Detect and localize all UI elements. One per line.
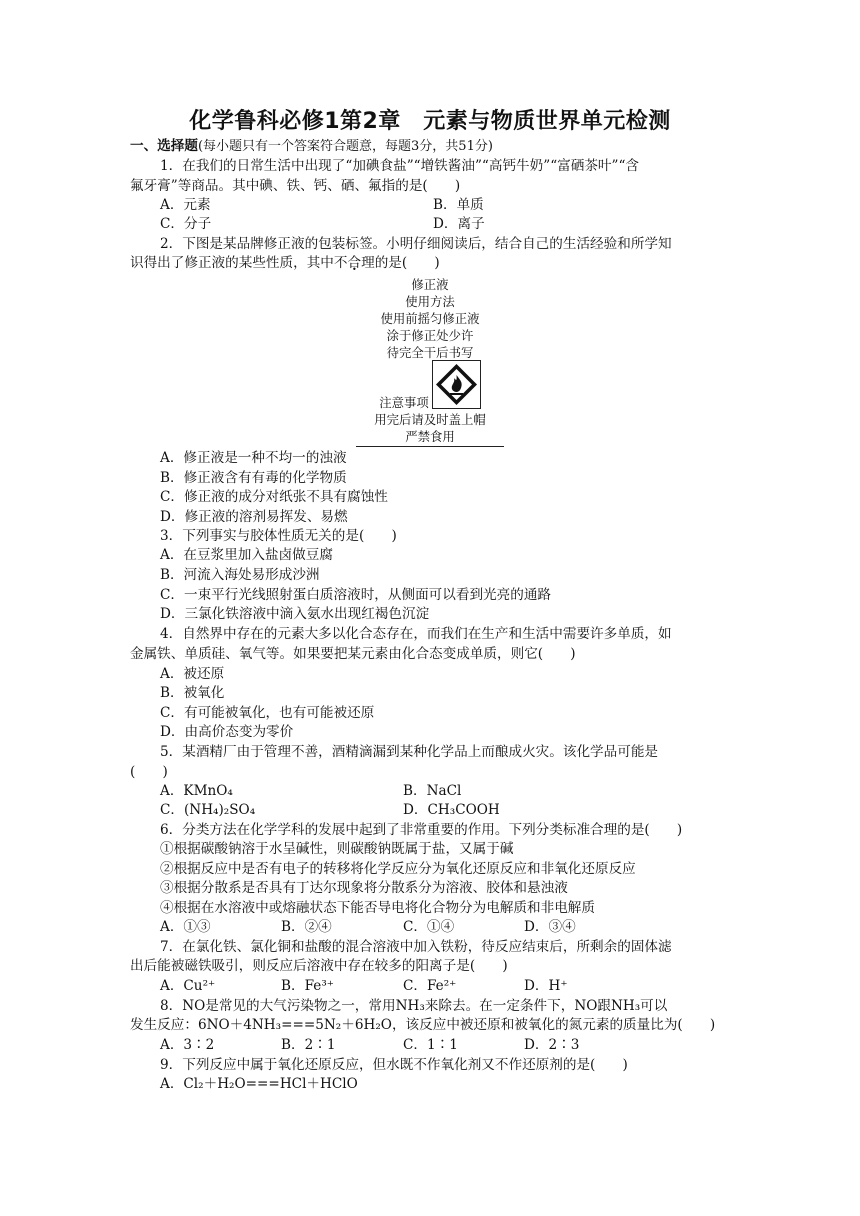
q9-stem: 9．下列反应中属于氧化还原反应，但水既不作氧化剂又不作还原剂的是( ) xyxy=(160,1057,628,1073)
q8-option-a: A．3∶2 xyxy=(160,1037,215,1053)
q8-option-c: C．1∶1 xyxy=(403,1037,458,1053)
q3-option-c: C．一束平行光线照射蛋白质溶液时，从侧面可以看到光亮的通路 xyxy=(160,587,552,603)
q2-option-b: B．修正液含有有毒的化学物质 xyxy=(160,470,347,486)
label-line: 待完全干后书写 xyxy=(386,345,474,360)
q4-option-c: C．有可能被氧化，也有可能被还原 xyxy=(160,705,375,721)
q1-stem-line1: 1．在我们的日常生活中出现了“加碘食盐”“增铁酱油”“高钙牛奶”“富硒茶叶”“含 xyxy=(160,158,640,174)
q6-option-d: D．③④ xyxy=(524,919,576,935)
q5-stem-line1: 5．某酒精厂由于管理不善，酒精滴漏到某种化学品上而酿成火灾。该化学品可能是 xyxy=(160,744,659,760)
q1-stem-line2: 氟牙膏”等商品。其中碘、铁、钙、硒、氟指的是( ) xyxy=(130,178,461,194)
q8-option-b: B．2∶1 xyxy=(281,1037,336,1053)
q5-option-b: B．NaCl xyxy=(403,783,462,799)
q3-option-a: A．在豆浆里加入盐卤做豆腐 xyxy=(160,547,333,563)
q8-stem-line2: 发生反应：6NO＋4NH₃===5N₂＋6H₂O，该反应中被还原和被氧化的氮元素的质量比为( ) xyxy=(130,1017,716,1033)
q4-stem-line2: 金属铁、单质硅、氧气等。如果要把某元素由化合态变成单质，则它( ) xyxy=(130,646,576,662)
q1-option-d: D．离子 xyxy=(433,216,485,232)
q2-emphasis: 不合理 xyxy=(333,255,375,271)
q2-stem-part3: 的是( ) xyxy=(374,255,440,271)
q6-option-b: B．②④ xyxy=(281,919,332,935)
label-line: 使用前摇匀修正液 xyxy=(380,311,480,326)
q1-option-a: A．元素 xyxy=(160,197,211,213)
label-line: 严禁食用 xyxy=(405,429,455,444)
q4-option-d: D．由高价态变为零价 xyxy=(160,724,294,740)
q6-item-1: ①根据碳酸钠溶于水呈碱性，则碳酸钠既属于盐，又属于碱 xyxy=(160,841,514,857)
q1-option-b: B．单质 xyxy=(433,197,484,213)
q4-stem-line1: 4．自然界中存在的元素大多以化合态存在，而我们在生产和生活中需要许多单质，如 xyxy=(160,626,672,642)
q1-option-c: C．分子 xyxy=(160,216,212,232)
section-note: (每小题只有一个答案符合题意，每题3分，共51分) xyxy=(197,139,493,154)
q3-stem: 3．下列事实与胶体性质无关的是( ) xyxy=(160,528,397,544)
label-underline xyxy=(356,446,504,447)
q4-option-a: A．被还原 xyxy=(160,666,225,682)
q2-stem-line1: 2．下图是某品牌修正液的包装标签。小明仔细阅读后，结合自己的生活经验和所学知 xyxy=(160,236,672,252)
label-line: 用完后请及时盖上帽 xyxy=(374,412,486,427)
section-heading xyxy=(130,136,740,157)
q6-option-a: A．①③ xyxy=(160,919,211,935)
q6-stem: 6．分类方法在化学学科的发展中起到了非常重要的作用。下列分类标准合理的是( ) xyxy=(160,822,683,838)
q8-stem-line1: 8．NO是常见的大气污染物之一，常用NH₃来除去。在一定条件下，NO跟NH₃可以 xyxy=(160,998,668,1014)
q6-item-3: ③根据分散系是否具有丁达尔现象将分散系分为溶液、胶体和悬浊液 xyxy=(160,880,568,896)
q2-option-c: C．修正液的成分对纸张不具有腐蚀性 xyxy=(160,489,388,505)
flammable-hazard-icon xyxy=(432,360,481,409)
q5-option-d: D．CH₃COOH xyxy=(403,802,500,818)
q7-stem-line1: 7．在氯化铁、氯化铜和盐酸的混合溶液中加入铁粉，待反应结束后，所剩余的固体滤 xyxy=(160,939,672,955)
q2-stem-line2 xyxy=(130,253,740,273)
q4-option-b: B．被氧化 xyxy=(160,685,225,701)
q2-stem-part1: 识得出了修正液的某些性质，其中 xyxy=(130,255,334,271)
label-line: 涂于修正处少许 xyxy=(386,328,474,343)
q6-item-2: ②根据反应中是否有电子的转移将化学反应分为氧化还原反应和非氧化还原反应 xyxy=(160,861,636,877)
q7-stem-line2: 出后能被磁铁吸引，则反应后溶液中存在较多的阳离子是( ) xyxy=(130,958,508,974)
page-title: 化学鲁科必修1第2章 元素与物质世界单元检测 xyxy=(189,109,671,134)
q7-option-a: A．Cu²⁺ xyxy=(160,978,216,994)
q2-option-d: D．修正液的溶剂易挥发、易燃 xyxy=(160,509,348,525)
q5-stem-line2: ( ) xyxy=(130,764,168,780)
q5-option-c: C．(NH₄)₂SO₄ xyxy=(160,802,256,818)
q2-option-a: A．修正液是一种不均一的浊液 xyxy=(160,450,347,466)
label-line: 使用方法 xyxy=(405,294,455,309)
q8-option-d: D．2∶3 xyxy=(524,1037,580,1053)
q3-option-d: D．三氯化铁溶液中滴入氨水出现红褐色沉淀 xyxy=(160,606,430,622)
q5-option-a: A．KMnO₄ xyxy=(160,783,233,799)
q7-option-b: B．Fe³⁺ xyxy=(281,978,334,994)
q6-option-c: C．①④ xyxy=(403,919,455,935)
label-line: 修正液 xyxy=(411,277,449,292)
label-line: 注意事项 xyxy=(379,395,429,410)
section-title: 一、选择题 xyxy=(130,138,198,154)
q3-option-b: B．河流入海处易形成沙洲 xyxy=(160,567,320,583)
q7-option-c: C．Fe²⁺ xyxy=(403,978,457,994)
q7-option-d: D．H⁺ xyxy=(524,978,568,994)
q9-option-a: A．Cl₂＋H₂O===HCl＋HClO xyxy=(160,1076,358,1092)
q6-item-4: ④根据在水溶液中或熔融状态下能否导电将化合物分为电解质和非电解质 xyxy=(160,900,595,916)
